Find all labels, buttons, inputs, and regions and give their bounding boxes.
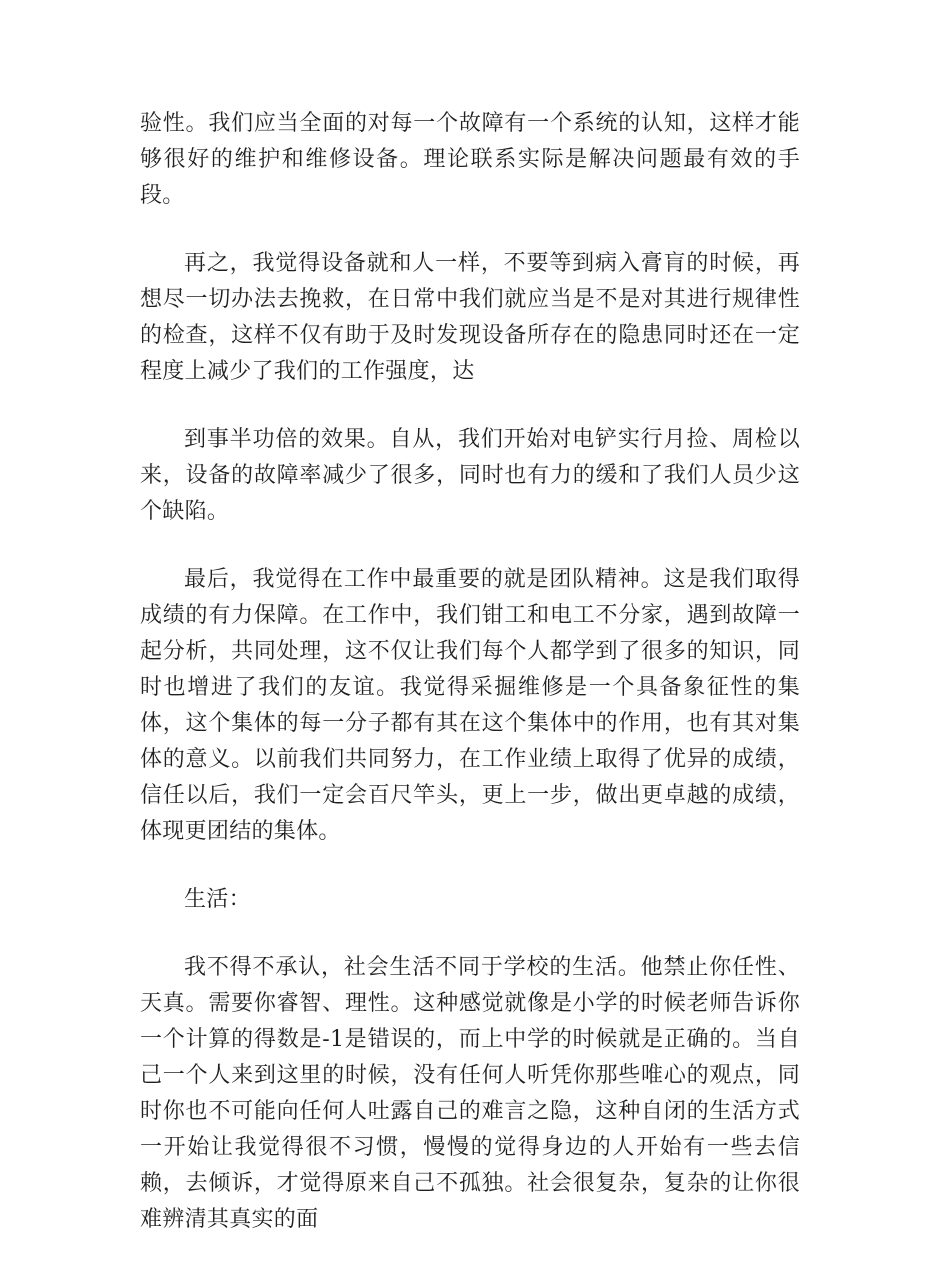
paragraph-1: 验性。我们应当全面的对每一个故障有一个系统的认知，这样才能够很好的维护和维修设备。理论联系实际是解决问题最有效的手段。 — [140, 111, 800, 208]
paragraph-4: 最后，我觉得在工作中最重要的就是团队精神。这是我们取得成绩的有力保障。在工作中，我们钳工和电工不分家，遇到故障一起分析，共同处理，这不仅让我们每个人都学到了很多的知识，同时也增进了我们的友谊。我觉得采掘维修是一个具备象征性的集体，这个集体的每一分子都有其在这个集体中的作用，也有其对集体的意义。以前我们共同努力，在工作业绩上取得了优异的成绩，信任以后，我们一定会百尺竿头，更上一步，做出更卓越的成绩，体现更团结的集体。 — [140, 567, 800, 844]
paragraph-3: 到事半功倍的效果。自从，我们开始对电铲实行月捡、周检以来，设备的故障率减少了很多，同时也有力的缓和了我们人员少这个缺陷。 — [140, 427, 800, 524]
paragraph-5: 我不得不承认，社会生活不同于学校的生活。他禁止你任性、天真。需要你睿智、理性。这种感觉就像是小学的时候老师告诉你一个计算的得数是-1是错误的，而上中学的时候就是正确的。当自己一个人来到这里的时候，没有任何人听凭你那些唯心的观点，同时你也不可能向任何人吐露自己的难言之隐，这种自闭的生活方式一开始让我觉得很不习惯，慢慢的觉得身边的人开始有一些去信赖，去倾诉，才觉得原来自己不孤独。社会很复杂，复杂的让你很难辨清其真实的面 — [140, 955, 800, 1232]
document-body — [140, 106, 800, 1270]
section-heading-life: 生活： — [184, 887, 251, 912]
paragraph-2: 再之，我觉得设备就和人一样，不要等到病入膏肓的时候，再想尽一切办法去挽救，在日常中我们就应当是不是对其进行规律性的检查，这样不仅有助于及时发现设备所存在的隐患同时还在一定程度上减少了我们的工作强度，达 — [140, 251, 800, 384]
